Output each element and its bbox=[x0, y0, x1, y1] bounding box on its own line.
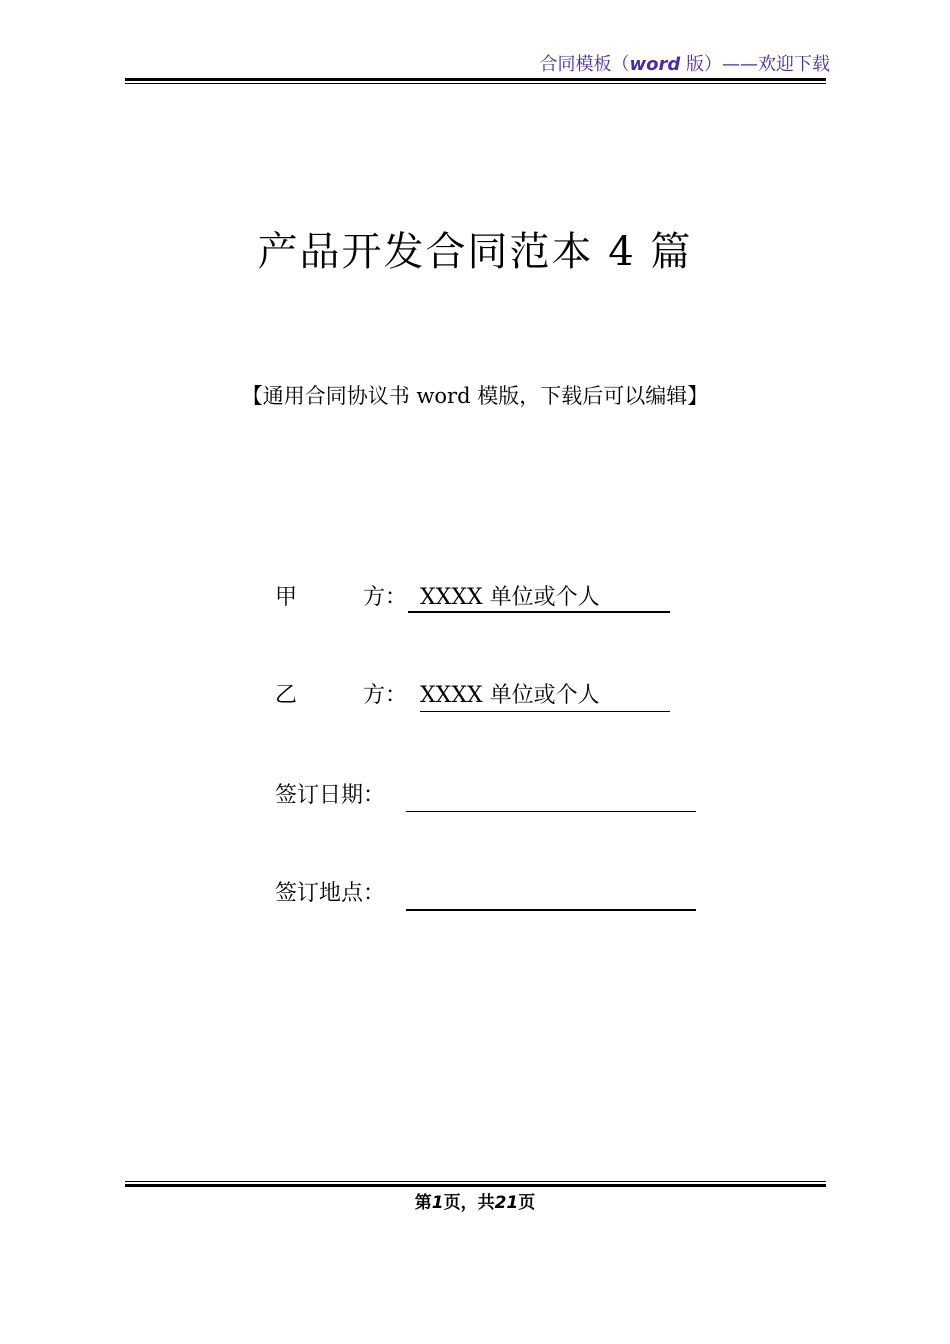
party-b-underline bbox=[420, 711, 670, 712]
header-prefix: 合同模板（ bbox=[539, 54, 630, 75]
header-rule-thick bbox=[125, 78, 826, 81]
header-suffix: 版）——欢迎下载 bbox=[680, 54, 830, 75]
sign-date-label: 签订日期： bbox=[275, 783, 386, 808]
header-rule-thin bbox=[125, 83, 826, 84]
footer-total: 21 bbox=[494, 1193, 519, 1213]
page-header bbox=[540, 50, 831, 76]
document-title: 产品开发合同范本 4 篇 bbox=[257, 229, 693, 275]
footer-page: 1 bbox=[431, 1193, 444, 1213]
party-a-value[interactable]: XXXX 单位或个人 bbox=[420, 585, 600, 610]
sign-place-label: 签订地点： bbox=[275, 881, 386, 906]
footer-middle: 页，共 bbox=[443, 1193, 495, 1213]
party-b-value[interactable]: XXXX 单位或个人 bbox=[420, 683, 600, 708]
party-a-label: 甲 方： bbox=[275, 585, 408, 610]
page-number bbox=[0, 1188, 950, 1213]
footer-suffix: 页 bbox=[518, 1193, 536, 1213]
sign-date-underline bbox=[406, 811, 696, 812]
party-b-label: 乙 方： bbox=[275, 683, 408, 708]
footer-rule-thick bbox=[125, 1184, 826, 1187]
header-word: word bbox=[629, 54, 681, 75]
document-subtitle: 【通用合同协议书 word 模版，下载后可以编辑】 bbox=[241, 384, 709, 408]
footer-prefix: 第 bbox=[414, 1193, 432, 1213]
footer-rule-thin bbox=[125, 1181, 826, 1182]
party-a-underline bbox=[408, 611, 670, 613]
sign-place-underline bbox=[406, 909, 696, 911]
